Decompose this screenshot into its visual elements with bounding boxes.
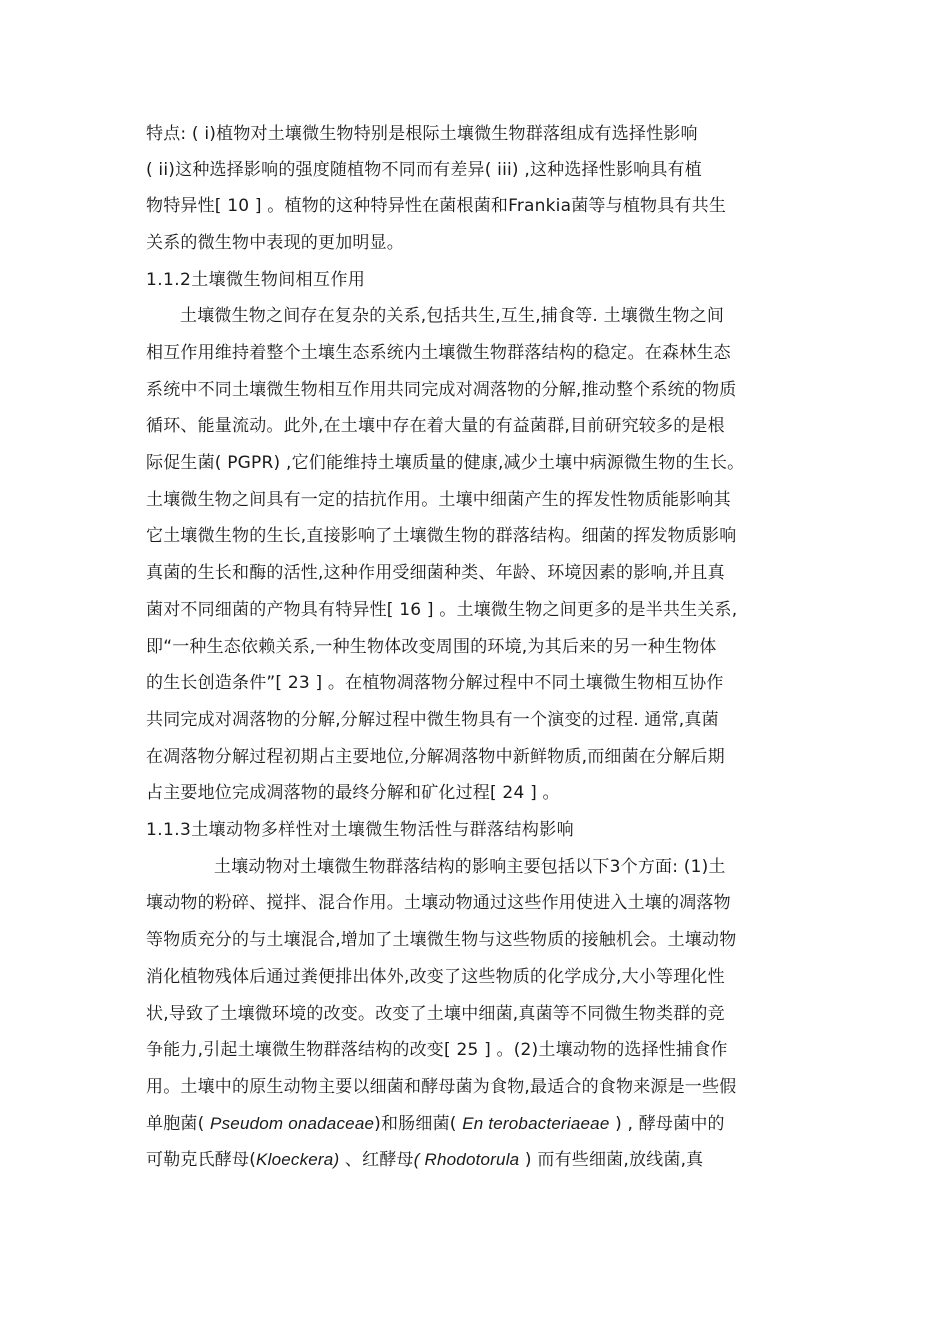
taxon-name: En terobacteriaeae bbox=[462, 1114, 610, 1133]
text-line: 它土壤微生物的生长,直接影响了土壤微生物的群落结构。细菌的挥发物质影响 bbox=[146, 526, 737, 546]
text-line: 共同完成对凋落物的分解,分解过程中微生物具有一个演变的过程. 通常,真菌 bbox=[146, 710, 719, 730]
text-line: 土壤动物对土壤微生物群落结构的影响主要包括以下3个方面: (1)土 bbox=[214, 857, 726, 877]
text-span: 单胞菌( bbox=[146, 1114, 211, 1134]
text-line bbox=[146, 1149, 703, 1171]
text-span: 、红酵母 bbox=[339, 1150, 414, 1170]
text-line: 状,导致了土壤微环境的改变。改变了土壤中细菌,真菌等不同微生物类群的竞 bbox=[146, 1004, 725, 1024]
text-line: 关系的微生物中表现的更加明显。 bbox=[146, 233, 404, 253]
text-line bbox=[146, 1113, 725, 1135]
text-line: 消化植物残体后通过粪便排出体外,改变了这些物质的化学成分,大小等理化性 bbox=[146, 967, 725, 987]
text-line: 土壤微生物之间具有一定的拮抗作用。土壤中细菌产生的挥发性物质能影响其 bbox=[146, 490, 731, 510]
text-line: 占主要地位完成凋落物的最终分解和矿化过程[ 24 ] 。 bbox=[146, 783, 560, 803]
section-heading-1-1-2: 1.1.2土壤微生物间相互作用 bbox=[146, 270, 366, 290]
text-line: 等物质充分的与土壤混合,增加了土壤微生物与这些物质的接触机会。土壤动物 bbox=[146, 930, 737, 950]
text-line: 物特异性[ 10 ] 。植物的这种特异性在菌根菌和Frankia菌等与植物具有共生 bbox=[146, 196, 727, 216]
taxon-name: ( Rhodotorula bbox=[413, 1150, 520, 1169]
text-line: 的生长创造条件”[ 23 ] 。在植物凋落物分解过程中不同土壤微生物相互协作 bbox=[146, 673, 724, 693]
text-line: 用。土壤中的原生动物主要以细菌和酵母菌为食物,最适合的食物来源是一些假 bbox=[146, 1077, 737, 1097]
text-line: 壤动物的粉碎、搅拌、混合作用。土壤动物通过这些作用使进入土壤的凋落物 bbox=[146, 893, 731, 913]
text-line: 真菌的生长和酶的活性,这种作用受细菌种类、年龄、环境因素的影响,并且真 bbox=[146, 563, 725, 583]
section-heading-1-1-3: 1.1.3土壤动物多样性对土壤微生物活性与群落结构影响 bbox=[146, 820, 575, 840]
text-span: )和肠细菌( bbox=[374, 1114, 463, 1134]
text-line: ( ii)这种选择影响的强度随植物不同而有差异( iii) ,这种选择性影响具有植 bbox=[146, 160, 702, 180]
text-span: ) , 酵母菌中的 bbox=[609, 1114, 725, 1134]
text-line: 菌对不同细菌的产物具有特异性[ 16 ] 。土壤微生物之间更多的是半共生关系, bbox=[146, 600, 738, 620]
text-span: 可勒克氏酵母( bbox=[146, 1150, 257, 1170]
text-line: 系统中不同土壤微生物相互作用共同完成对凋落物的分解,推动整个系统的物质 bbox=[146, 380, 737, 400]
text-line: 循环、能量流动。此外,在土壤中存在着大量的有益菌群,目前研究较多的是根 bbox=[146, 416, 725, 436]
text-line: 在凋落物分解过程初期占主要地位,分解凋落物中新鲜物质,而细菌在分解后期 bbox=[146, 747, 725, 767]
text-line: 相互作用维持着整个土壤生态系统内土壤微生物群落结构的稳定。在森林生态 bbox=[146, 343, 731, 363]
text-line: 土壤微生物之间存在复杂的关系,包括共生,互生,捕食等. 土壤微生物之间 bbox=[180, 306, 725, 326]
taxon-name: Kloeckera) bbox=[256, 1150, 340, 1169]
text-line: 争能力,引起土壤微生物群落结构的改变[ 25 ] 。(2)土壤动物的选择性捕食作 bbox=[146, 1040, 728, 1060]
text-span: ) 而有些细菌,放线菌,真 bbox=[519, 1150, 704, 1170]
text-line: 际促生菌( PGPR) ,它们能维持土壤质量的健康,减少土壤中病源微生物的生长。 bbox=[146, 453, 745, 473]
taxon-name: Pseudom onadaceae bbox=[210, 1114, 375, 1133]
text-line: 特点: ( i)植物对土壤微生物特别是根际土壤微生物群落组成有选择性影响 bbox=[146, 124, 698, 144]
text-line: 即“一种生态依赖关系,一种生物体改变周围的环境,为其后来的另一种生物体 bbox=[146, 637, 717, 657]
